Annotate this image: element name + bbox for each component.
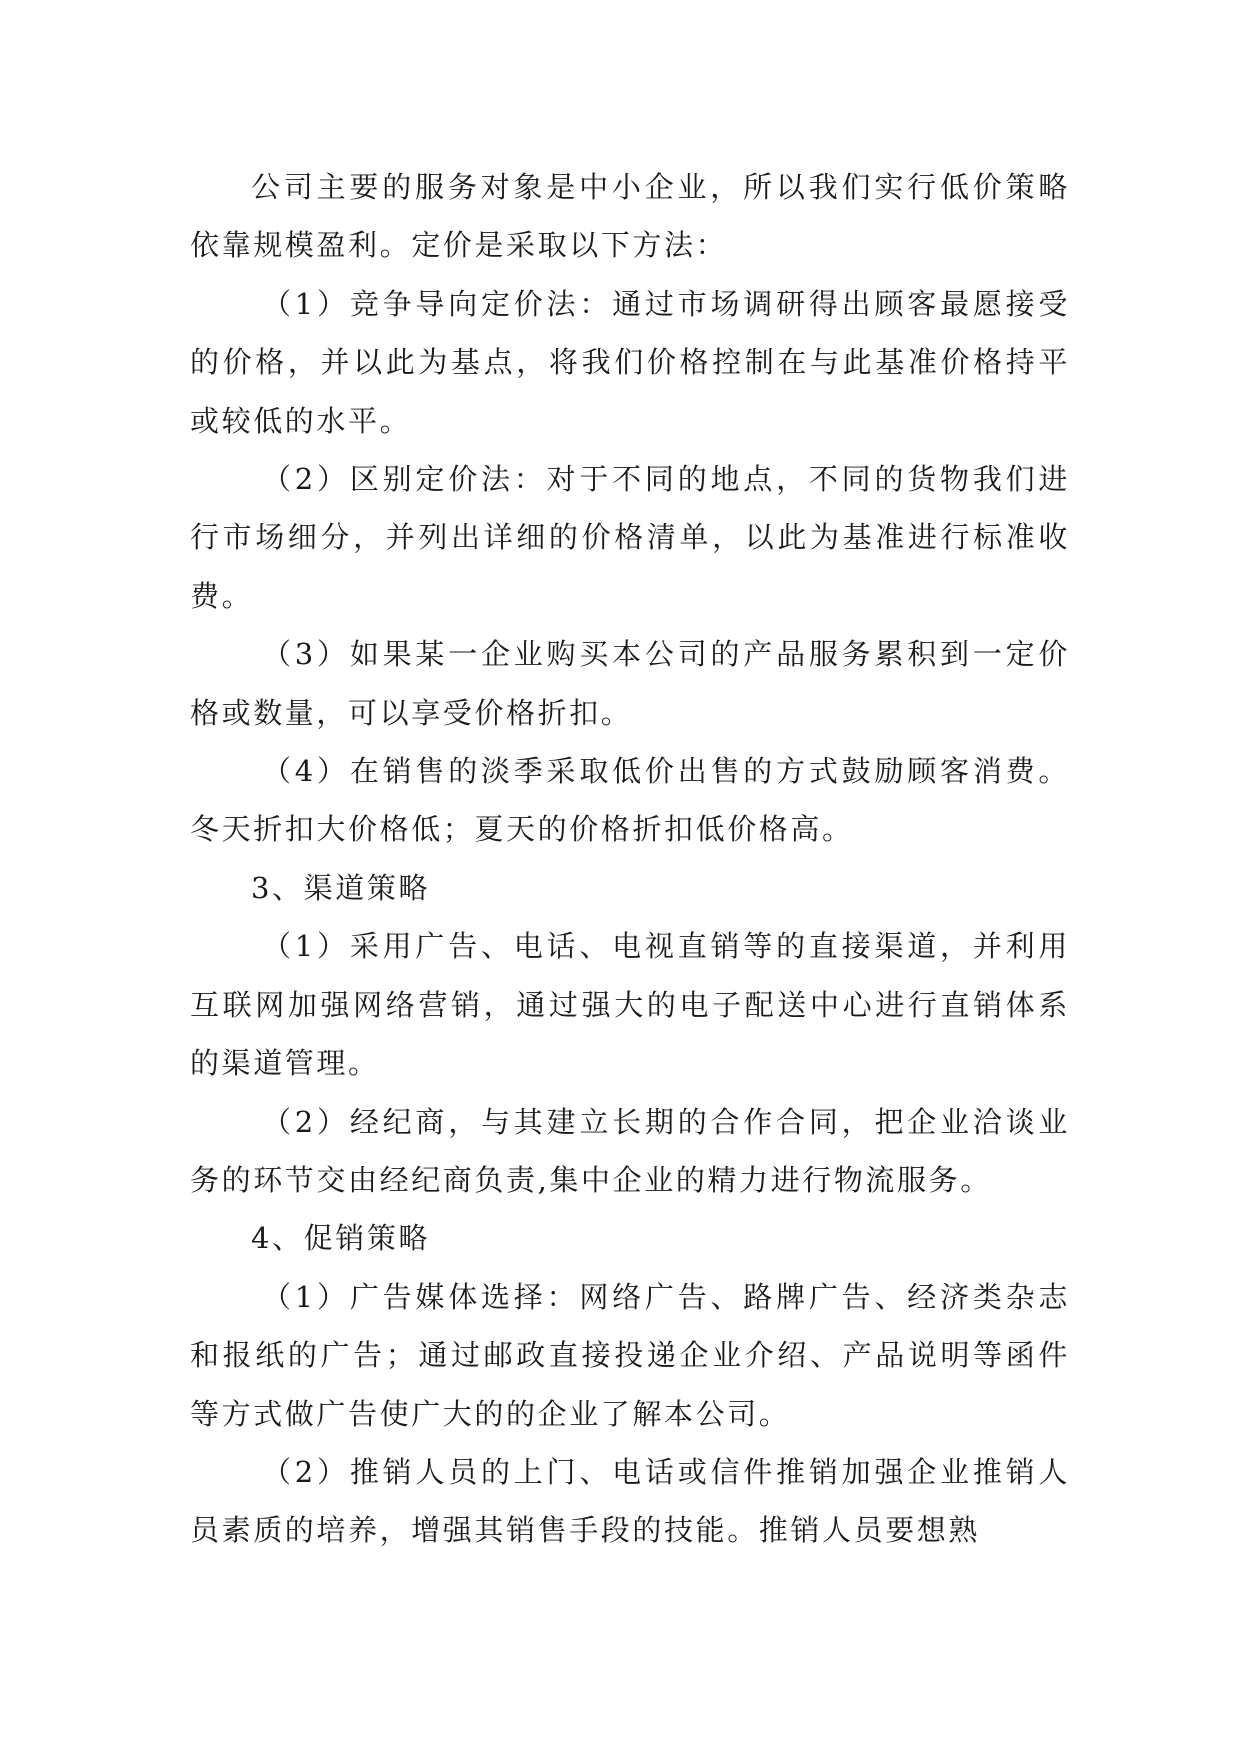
- document-body: [190, 158, 1070, 1560]
- paragraph-intro: 公司主要的服务对象是中小企业，所以我们实行低价策略依靠规模盈利。定价是采取以下方法：: [190, 170, 1070, 263]
- section-heading-channel: 3、渠道策略: [251, 870, 431, 905]
- paragraph-promotion-item-2: （2）推销人员的上门、电话或信件推销加强企业推销人员素质的培养，增强其销售手段的技能。推销人员要想熟: [190, 1454, 1070, 1548]
- paragraph-pricing-item-3: （3）如果某一企业购买本公司的产品服务累积到一定价格或数量，可以享受价格折扣。: [190, 637, 1070, 730]
- paragraph-pricing-item-1: （1）竞争导向定价法：通过市场调研得出顾客最愿接受的价格，并以此为基点，将我们价格控制在与此基准价格持平或较低的水平。: [190, 286, 1070, 438]
- paragraph-pricing-item-4: （4）在销售的淡季采取低价出售的方式鼓励顾客消费。冬天折扣大价格低；夏天的价格折扣低价格高。: [190, 754, 1070, 847]
- paragraph-channel-item-1: （1）采用广告、电话、电视直销等的直接渠道，并利用互联网加强网络营销，通过强大的电子配送中心进行直销体系的渠道管理。: [190, 929, 1070, 1081]
- section-heading-promotion: 4、促销策略: [251, 1221, 431, 1256]
- paragraph-pricing-item-2: （2）区别定价法：对于不同的地点，不同的货物我们进行市场细分，并列出详细的价格清单，以此为基准进行标准收费。: [190, 462, 1070, 613]
- paragraph-channel-item-2: （2）经纪商，与其建立长期的合作合同，把企业洽谈业务的环节交由经纪商负责,集中企业的精力进行物流服务。: [190, 1104, 1070, 1197]
- paragraph-promotion-item-1: （1）广告媒体选择：网络广告、路牌广告、经济类杂志和报纸的广告；通过邮政直接投递企业介绍、产品说明等函件等方式做广告使广大的的企业了解本公司。: [190, 1279, 1070, 1431]
